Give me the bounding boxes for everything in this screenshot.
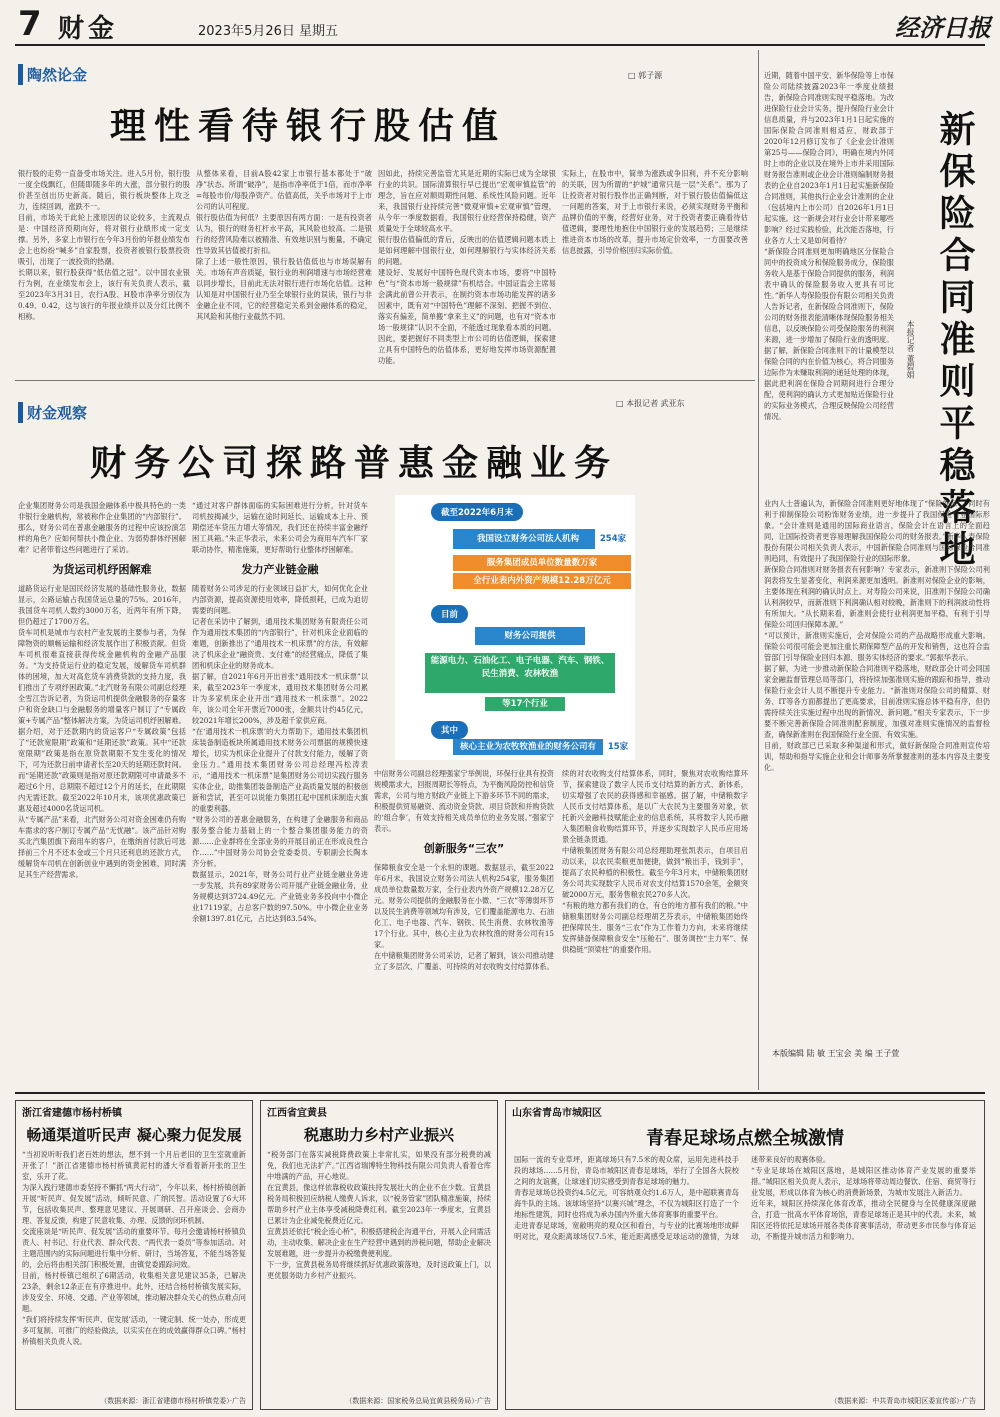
paragraph: 目前，市场关于此轮上涨原因的议论较多，主流观点是：中国经济预期向好，将对银行业绩形成一定支撑。另外，多家上市银行在今年3月份的年报业绩发布会上也纷纷“喊多”自家股票，投资者被银行股票投资吸引，出现了一波投资的热潮。 (18, 213, 190, 266)
paragraph: “专业足球场在城阳区落地，是城阳区推动体育产业发展的重要举措。”城阳区相关负责人表示，足球场将带动周边餐饮、住宿、商贸等行业发展，形成以体育为核心的消费新场景，为城市发展注入新活力。 (751, 1166, 976, 1197)
box-body (261, 1149, 497, 1404)
paragraph: “在‘通用技术一机床票’的大力帮助下，通用技术集团机床装备制造板块所属通用技术财务公司票据的规模快速增长，切实为机床企业提升了付款支付能力，缓解了资金压力。”通用技术集团财务公司总经理冯松涛表示，“通用技术一机床票”是集团财务公司切实践行服务实体企业，助推集团装备制造产业高质量发展的积极创新和尝试，甚至可以说能力集团扛起中国机床制造大旗的重要利器。 (192, 727, 368, 813)
paragraph: 新保险合同准则对财务报表有何影响？专家表示，新准则下保险公司利润表将发生显著变化，利润来源更加透明。新准则对保险企业的影响，主要体现在利润的确认时点上。对寿险公司来说，旧准则下保险公司确认利润较早，而新准则下利润确认相对较晚，新准则下的利润波动性将有所加大。“从长期来看，新准则会使行业利润更加平稳，有利于引导保险公司回归保障本源。” (764, 565, 990, 629)
info-center-label: 财务公司提供 (475, 627, 585, 645)
paragraph: 保障粮食安全是一个永恒的课题。数据显示，截至2022年6月末，我国设立财务公司法人机构254家，服务集团成员单位数量数万家，全行业表内外资产规模12.28万亿元。财务公司提供的金融服务在小微、“三农”等薄弱环节以及民生消费等领域均有涉及，它们覆盖能源电力、石油化工、电子电器、汽车、钢铁、民生消费、农林牧渔等17个行业。其中，核心主业为农林牧渔的财务公司有15家。 (374, 863, 554, 949)
paragraph: “我们将持续发挥‘听民声、促发展’活动，一键定制、统一处办，形成更多可复制、可推广的经验做法，以实实在在的成效赢得群众口碑。”杨村桥镇相关负责人说。 (22, 1315, 246, 1346)
article-column-2 (196, 168, 372, 368)
paragraph: 道路货运行业是国民经济发展的基础性服务业，数据显示，公路运输占我国货运总量的75%。2016年，我国货车司机人数约3000万名，近两年有所下降，但仍超过了1700万名。 (18, 584, 186, 626)
paragraph: 在中储粮集团财务公司采访，记者了解到，该公司推动建立了多层次、广覆盖、可持续的对农收购支付结算体系。 (374, 951, 554, 971)
paragraph: 记者在采访中了解到，通用技术集团财务有限责任公司作为通用技术集团的“内部银行”，针对机床企业面临的难题，创新推出了“通用技术一机床票”的方法，有效解决了机床企业“融资贵、支付难”的经营痛点，降低了集团和机床企业的财务成本。 (192, 617, 368, 670)
info-row: 我国设立财务公司法人机构 (453, 529, 603, 549)
paragraph: 下一步，宜黄县税务局将继续抓好优惠政策落地，及时送政策上门，以更优服务助力乡村产业振兴。 (267, 1260, 491, 1280)
paragraph: 青春足球场总投资约4.5亿元，可容纳观众约1.6万人，是中超联赛青岛海牛队的主场。该球场坚持“以赛兴城”理念，不仅为城阳区打造了一个地标性建筑，同时也将成为承办国内外重大体育赛事的重要平台。 (514, 1188, 739, 1219)
info-value: 254家 (595, 529, 631, 549)
divider (15, 380, 755, 381)
column-kicker: 财金观察 (18, 402, 87, 423)
paragraph: “通过对客户群体面临的实际困难进行分析，针对货车司机按揭减少，运输在途时间延长、运输成本上升、预期偿还车贷压力增大等情况，我们还在持续丰富金融纾困工具箱。”朱正华表示，未来公司会为商用车汽车厂家联动协作，精准施策，更好帮助行业整体纾困解难。 (192, 501, 368, 554)
infographic (395, 495, 635, 760)
box-title: 青春足球场点燃全城激情 (646, 1128, 844, 1149)
paragraph: 在宜黄县，像这样依靠税收政策扶持发展壮大的企业不在少数。宜黄县税务局积极回应纳税人缴费人诉求，以“税务管家”团队精准施策，持续帮助乡村产业主体享受减税降费红利。截至2023年一季度末，宜黄县已累计为企业减免税费近亿元。 (267, 1183, 491, 1225)
info-tag-date: 截至2022年6月末 (431, 503, 523, 521)
article-column-4 (562, 768, 748, 1085)
divider (758, 50, 759, 1090)
info-industry-count: 等17个行业 (485, 697, 565, 711)
paragraph: 建设好、发展好中国特色现代资本市场，要将“中国特色”与“资本市场一般规律”有机结合。中国证监会主席易会满此前曾公开表示，在制约资本市场功能发挥的诸多因素中，既有对“中国特色”理解不深刻、把握不到位、落实有偏差，简单搬“拿来主义”的问题，也有对“资本市场一般规律”认识不全面，不能透过现象看本质的问题。因此，要把握好不同类型上市公司的估值逻辑，探索建立具有中国特色的估值体系，更好地发挥市场资源配置功能。 (378, 268, 556, 365)
article-column-3 (374, 768, 554, 1085)
editor-credits: 本版编辑 陆 敏 王宝会 美 编 王子萱 (772, 1049, 900, 1058)
section-heading: 发力产业链金融 (241, 563, 319, 576)
paragraph: “财务公司的普惠金融服务，在构建了金融服务和商品服务整合能力基础上的一个整合集团服务能力的资源……企业群将在全部业务的开展目前正在形成良性合作……”中国财务公司协会党委委员、专职副会长陶本齐分析。 (192, 815, 368, 868)
paragraph: 据介绍，对于还款期内的货运客户“专属政策”包括了“还款宽限期”政策和“延期还款”政策。其中“还款宽限期”政策是指在原贷款期限不发生变化的情况下，可为还款日前申请者长至20天的延期还款时间。而“延期还款”政策则是指对原还款期限可申请最多不超过6个月，总期限不超过12个月的延长，在此期限内无需还款。截至2022年10月末，该项优惠政策已惠及超过4000名货运司机。 (18, 727, 186, 813)
paragraph: 目前，财政部已已采取多种渠道和形式，做好新保险合同准则宣传培训，帮助和指导实施企业和会计师事务所掌握准则的基本内容及主要变化。 (764, 741, 990, 772)
page-number: 7 (18, 4, 42, 44)
paragraph: 长期以来，银行股获得“低估值之冠”。以中国农业银行为例，在业绩发布会上，该行有关负责人表示，截至2023年3月31日，农行A股、H股市净率分别仅为0.49、0.42，这与该行的年报业绩并以及分红比例不相称。 (18, 268, 190, 321)
header-rule (15, 44, 985, 46)
paragraph: “新保险合同准则更加明确地区分保险合同中的投资成分和保险服务成分，保险服务收入是基于保险合同提供的服务，利润表中确认的保险服务收入更具有可比性。”新华人寿保险股份有限公司相关负责人告诉记者，在新保险合同准则下，保险公司的财务报表能清晰体现保险服务相关信息，以反映保险公司受保险服务的利润来源，进一步增加了保险行业的透明度。 (764, 247, 894, 344)
box-kicker: 浙江省建德市杨村桥镇 (22, 1108, 122, 1119)
paragraph: 随着财务公司涉足的行业领域日益扩大，如何优化企业内部资源，提高资源使用效率，降低损耗，已成为迫切需要的问题。 (192, 584, 368, 615)
paragraph: 续的对农收购支付结算体系，同时，聚焦对农收购结算环节，探索建设了数字人民币支付结算的新方式、新体系，切实增强了农民的获得感和幸福感。据了解，中储粮数字人民币支付结算体系，是以广大农民为主要服务对象，依托新兴金融科技赋能企业的信息系统，其将数字人民币融入集团粮食收购结算环节，并逐步实现数字人民币应用场景全链条贯通。 (562, 769, 748, 844)
paragraph: 货车司机是城市与农村产业发展的主要参与者，为保障物资的顺畅运输和经济发展作出了积极贡献。但货车司机很难直接获得传统金融机构的金融产品服务。“为支持货运行业的稳定发展，缓解货车司机群体的困境，加大对高危货车消费贷款的支持力度，我们推出了专项纾困政策。”北汽财务有限公司副总经理全雪江告诉记者，为货运司机提供金融服务的存量客户和资金缺口与金融服务的增量客户制订了“专属政策+专属产品”整体解决方案，为货运司机纾困解难。 (18, 628, 186, 725)
paragraph: 据了解，新保险合同准则下的计量模型以保险合同的内在价值为核心，将合同服务边际作为未赚取利润的递延处理的体现，据此把利润在保险合同期间进行合理分配，使利润的确认方式更加贴近保险行业的实际业务模式，合理反映保险公司经营情况。 (764, 346, 894, 421)
paragraph: 银行股估值偏低的背后，反映出的估值逻辑问题本质上是如何理解中国银行业，如何理解银行与实体经济关系的问题。 (378, 235, 556, 266)
box-source: （数据来源：浙江省建德市杨村桥镇党委）·广告 (100, 1397, 246, 1405)
paragraph: 从整体来看，目前A股42家上市银行基本都处于“破净”状态。所谓“破净”，是指市净率低于1倍，而市净率=每股市价/每股净资产。估值高低，关乎市场对于上市公司的认可程度。 (196, 169, 372, 211)
paragraph: “当初说听听我们老百姓的想法，想不到一个月后老旧的卫生室就重新开张了！”浙江省建德市杨村桥镇黄泥村的潘大爷看着新开张的卫生室，乐开了花。 (22, 1150, 246, 1181)
article-byline: 本报记者 董碧娟 (906, 320, 915, 379)
paragraph: 中储粮集团财务有限公司总经理助理张凯表示，自项目启动以来，以农民卖粮更加便捷，做到“粮出手，钱到手”，提高了农民种植的积极性。截至今年3月末，中储粮集团财务公司共实现数字人民币对农支付结算1570余笔，金额突破2000万元，服务售粮农民270多人次。 (562, 846, 748, 899)
issue-date: 2023年5月26日 星期五 (198, 24, 339, 39)
article-byline: □ 郭子源 (628, 71, 663, 80)
paragraph: 为深入践行建德市委坚持不懈抓“两大行动”，今年以来，杨村桥镇创新开展“听民声、促发展”活动，倾听民意、广纳民智。活动设置了6大环节，包括收集民声、整理意见建议、开展调研、召开座谈会、会商办理、答复反馈，构建了民意收集、办理、反馈的闭环机制。 (22, 1183, 246, 1225)
paragraph: “可以预计，新准则实施后，会对保险公司的产品战略形成重大影响。保险公司很可能会更加注重长期保障型产品的开发和销售，这也符合监管部门引导保险业回归本源、服务实体经济的要求。”郭振华表示。 (764, 631, 990, 662)
paragraph: 走进青春足球场，宽敞明亮的观众区和看台，与专业的比赛场地形成鲜明对比，观众距离球场仅7.5米，能近距离感受足球运动的激情，为球迷带来良好的观赛体验。 (514, 1155, 831, 1241)
paragraph: 据了解，为进一步推动新保险合同准则平稳落地，财政部会计司会同国家金融监督管理总局等部门，将持续加强准则实施的跟踪和指导，推动保险行业会计人员不断提升专业能力。“新准则对保险公司的精算、财务、IT等各方面都提出了更高要求，目前准则实施总体平稳有序，但仍需持续关注实施过程中出现的新情况、新问题。”相关专家表示，下一步要不断完善新保险合同准则配套制度，加强对准则实施情况的监督检查，确保新准则在我国保险行业全面、有效实施。 (764, 664, 990, 739)
paragraph: 除了上述一般性原因，银行股估值低也与市场误解有关。市场有声音质疑，银行业的利润增速与市场经营难以同步增长，目前此无法对银行进行市场化估值。这种认知是对中国银行业乃至全球银行业的误读，银行与非金融企业不同，它的经营稳定关系到金融体系的稳定，其风险和其他行业截然不同。 (196, 257, 372, 321)
article-column-1 (18, 168, 190, 368)
paragraph: 中信财务公司副总经理强家宁举例说，环保行业具有投资规模需求大，回报周期长等特点，为平衡风险防控和信贷需求，公司与地方财政产业链上下游多环节不同的需求，积极提供贸易融资、流动资金贷款、项目贷款和并购贷款的‘组合拳’，有效支持相关成员单位的业务发展。”强家宁表示。 (374, 769, 554, 833)
paragraph: 银行股的走势一直备受市场关注。进入5月份，银行股一度全线飘红，但随即随多年的大涨，部分银行的股价甚至创出历史新高。随后，银行板块整体上攻乏力，连续回调，涨跌不一。 (18, 169, 190, 211)
section-heading: 为货运司机纾困解难 (52, 563, 152, 576)
box-source: （数据来源：国家税务总局宜黄县税务局）·广告 (345, 1397, 491, 1405)
ad-box (260, 1100, 498, 1410)
column-kicker: 陶然论金 (18, 64, 87, 85)
article-column-1 (18, 500, 186, 1085)
section-heading: 创新服务“三农” (423, 842, 505, 855)
paragraph: 从“专属产品”来看，北汽财务公司对资金困难仍有购车需求的客户制订专属产品“无忧融”。该产品针对购买北汽集团旗下商用车的客户，在缴纳首付款后可选择前三个月不还本金或三个月只还利息的还款方式，缓解货车司机在创新创业中遇到的资金困难，同时满足其生产经营需求。 (18, 815, 186, 879)
ad-box (15, 1100, 253, 1410)
paragraph: 近期，随着中国平安、新华保险等上市保险公司陆续披露2023年一季度业绩报告，新保险合同准则实现平稳落地。为改进保险行业会计实务，提升保险行业会计信息质量，并与2023年1月1日起实施的国际保险合同准则相适应，财政部于2020年12月修订发布了《企业会计准则第25号——保险合同》，明确在境内外同时上市的企业以及在境外上市并采用国际财务报告准则或企业会计准则编制财务报表的企业自2023年1月1日起实施新保险合同准则，其他执行企业会计准则的企业（包括境内上市公司）自2026年1月1日起实施。这一新规会对行业会计带来哪些影响？经过实践检验，此次能否落地，行业各方人士又是如何看待？ (764, 71, 894, 245)
divider (15, 1092, 985, 1094)
info-tag: 其中 (431, 721, 468, 739)
article-title: 理性看待银行股估值 (110, 105, 507, 147)
article-column-2 (764, 498, 990, 1038)
paragraph: 实际上，在股市中，简单为涨跌或争旧利，并不充分影响的关联，因为所谓的“护城”通常只是一层“关系”。那为了让投资者对银行股作出正确判断，对于银行股估值偏低这一问题的答案，对于上市银行来说，必须实现财务平衡和品牌价值的平衡，经营好业务，对于投资者要正确看待估值逻辑，要理性地抱住中国银行业的发展趋势；三是继续推进资本市场的改革，提升市场定价效率，一方面要改善信息披露，引导价格回归实际价值。 (562, 169, 748, 255)
box-title: 畅通渠道听民声 凝心聚力促发展 (26, 1126, 242, 1144)
paragraph: 据了解，自2021年6月开出首张“通用技术一机床票”以来，截至2023年一季度末，通用技术集团财务公司累计为多家机床企业开出“通用技术一机床票”。2022年，该公司全年开票近7000张，金额共计约45亿元，较2021年增长200%，涉及超千家供应商。 (192, 672, 368, 725)
paragraph: 银行股估值为何低？主要原因有两方面：一是有投资者认为，银行的财务杠杆水平高，其风险也较高。二是银行的经营风险难以被精准、有效地识别与衡量，不确定性导致其估值被打折扣。 (196, 213, 372, 255)
info-row: 服务集团成员单位数量数万家 (453, 555, 631, 571)
ad-box (505, 1100, 985, 1410)
article-column-2 (192, 500, 368, 1085)
box-kicker: 江西省宜黄县 (267, 1108, 327, 1119)
paragraph: 业内人士普遍认为，新保险合同准则更好地体现了“保险姓保”，同时有利于抑制保险公司粉饰财务业绩，进一步提升了我国保险行业国际形象。“会计准则是通用的国际商业语言，保险会计在语言上的全面趋同，让国际投资者更容易理解我国保险公司的财务报表。”新华人寿保险股份有限公司相关负责人表示，中国新保险合同准则与国际保险合同准则趋同，有效提升了我国保险行业的国际形象。 (764, 499, 990, 563)
box-source: （数据来源：中共青岛市城阳区委宣传部）·广告 (830, 1397, 976, 1405)
paragraph: 数据显示，2021年，财务公司行业产业链金融业务进一步发展，共有89家财务公司开展产业链金融业务，业务规模达到3724.49亿元。产业链业务多投向中小微企业17119家，占总客户数的97.50%。中小微企业业务余额1397.81亿元，占比达到83.54%。 (192, 870, 368, 923)
paragraph: 近年来，城阳区持续深化体育改革，推动全民健身与全民健康深度融合，打造一批高水平体育场馆，青春足球场正是其中的代表。未来，城阳区还将依托足球场开展各类体育赛事活动，带动更多市民参与体育运动，不断提升城市活力和影响力。 (751, 1199, 976, 1241)
article-byline: □ 本报记者 武亚东 (616, 399, 685, 408)
paragraph: 因如此，持续完善监管尤其是近期的实际已成为全球银行业的共识。国际清算银行早已提出“宏观审慎监管”的理念，旨在应对顺周期性问题、系统性风险问题。近年来，我国银行业持续完善“微观审慎+宏观审慎”管理，从今年一季度数据看，我国银行业经营保持稳健，资产质量处于全球较高水平。 (378, 169, 556, 233)
section-name: 财金 (58, 14, 119, 44)
article-column-4 (562, 168, 748, 368)
info-tag: 目前 (431, 605, 468, 623)
box-body (506, 1154, 984, 1404)
info-industries: 能源电力、石油化工、电子电器、汽车、钢铁、民生消费、农林牧渔 (425, 653, 615, 693)
newspaper-logo: 经济日报 (895, 13, 991, 42)
article-column-3 (378, 168, 556, 368)
paragraph: 国际一流的专业草坪，距离球场只有7.5米的观众席，运用先进科技手段的球场……5月份，青岛市城阳区青春足球场，举行了全国各大院校之间的友谊赛，让球迷们切实感受到青春足球场的魅力。 (514, 1155, 739, 1186)
info-value: 15家 (603, 739, 633, 755)
paragraph: “税务部门在落实减税降费政策上非常扎实，如果没有部分税费的减免，我们也无法扩产。”江西省瑞博特生物科技有限公司负责人看着仓库中堆满的产品，开心地说。 (267, 1150, 491, 1181)
info-row: 全行业表内外资产规模12.28万亿元 (453, 573, 631, 589)
paragraph: 目前，杨村桥镇已组织了6期活动，收集相关意见建议35条，已解决23条，剩余12条正在有序推进中。此外，还结合杨村桥镇发展实际，涉及安全、环境、交通、产业等领域，推动解决群众关心的热点难点问题。 (22, 1271, 246, 1313)
article-title: 新保险合同准则平稳落地 (934, 110, 976, 572)
paragraph: “有粮的地方都有我们的仓，有仓的地方都有我们的粮。”中储粮集团财务公司副总经理胡艺芬表示，中储粮集团始终把保障民生、服务“三农”作为工作着力方向，未来将继续发挥储备保障粮食安全“压舱石”、服务调控“主力军”、保供稳链“顶梁柱”的重要作用。 (562, 901, 748, 954)
info-row: 核心主业为农牧牧渔业的财务公司有 (453, 739, 603, 755)
article-column-1 (764, 70, 894, 490)
box-kicker: 山东省青岛市城阳区 (512, 1108, 602, 1119)
article-title: 财务公司探路普惠金融业务 (90, 442, 619, 484)
paragraph: 宜黄县还依托“税企连心桥”，积极搭建税企沟通平台，开展入企问需活动，主动收集、解决企业在生产经营中遇到的涉税问题，帮助企业解决发展难题，进一步提升办税缴费便利度。 (267, 1227, 491, 1258)
box-body (16, 1149, 252, 1404)
paragraph: 企业集团财务公司是我国金融体系中极具特色的一类非银行金融机构，常被称作企业集团的“内部银行”。那么，财务公司在普惠金融服务的过程中应该扮演怎样的角色？应如何帮扶小微企业、为弱势群体纾困解难？记者带着这些问题进行了采访。 (18, 501, 186, 554)
box-title: 税惠助力乡村产业振兴 (303, 1126, 454, 1144)
paragraph: 交流座谈是“听民声、促发展”活动的重要环节。每月会邀请杨村桥镇负责人、村书记、行业代表、群众代表、“两代表一委员”等参加活动。对主题范围内的实际问题进行集中分析、研讨，当场答复，不能当场答复的，会后将由相关部门积极处置，由镇党委跟踪问效。 (22, 1227, 246, 1269)
